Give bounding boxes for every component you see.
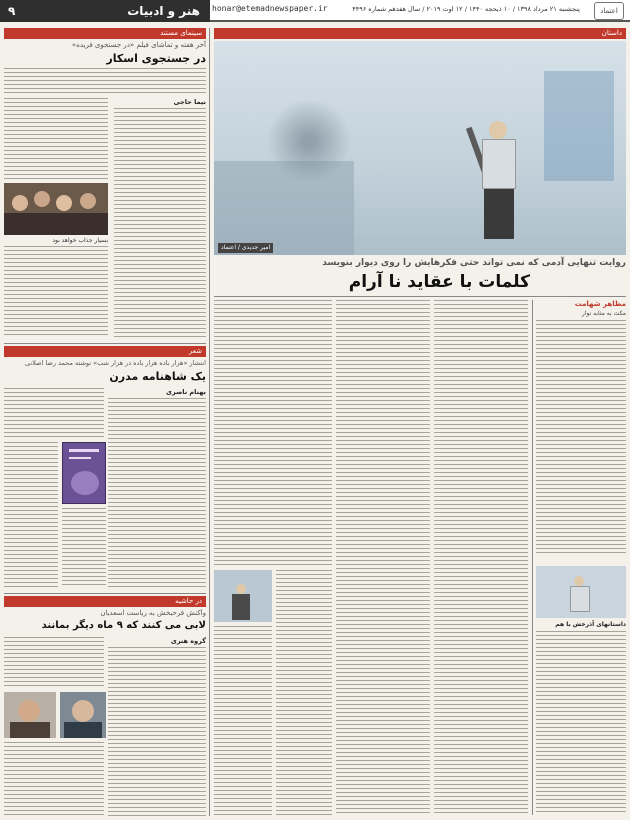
thumb-painter-head [574,576,584,586]
portrait-2-body [10,722,50,738]
main-overline: روایت تنهایی آدمی که نمی تواند حتی فکرهایش را روی دیوار بنویسد [322,258,626,268]
photo-credit: امیر جدیدی / اعتماد [218,243,273,253]
kh-text-col-right [108,647,206,816]
divider [4,343,206,344]
article-col-2 [336,300,430,815]
book-text-col-left-mid [4,442,58,588]
painter-legs [484,189,514,239]
cinema-text-col-right [114,108,206,338]
book-cover [62,442,106,504]
cinema-text-col-left-top [4,98,108,180]
kh-kicker: در حاشیه [4,596,206,607]
sidebar-byline: مکث به مثابه نوار [581,310,626,317]
book-headline: یک شاهنامه مدرن [109,370,206,383]
section-header [0,0,210,22]
portrait-2-face [18,700,40,722]
book-overline: انتشار «هزار باده هزار باده در هزار شب» نوشته محمد رضا اصلانی [24,359,206,367]
face-1 [12,195,28,211]
article-col-3-left [214,626,272,815]
cinema-text-intro [4,68,206,94]
small-photo-head [236,584,246,594]
blue-paint-patch [544,71,614,181]
email-link[interactable]: honar@etemadnewspaper.ir [212,4,328,13]
main-headline: کلمات با عقاید نا آرام [348,272,530,292]
book-kicker: شعر [4,346,206,357]
sidebar-text-bottom [536,631,626,815]
portrait-1 [60,692,106,738]
cover-ornament [71,471,99,495]
cinema-text-col-left-bottom [4,246,108,338]
main-photo [214,41,626,255]
book-author: بهنام ناصری [165,388,206,396]
kh-text-col-left-bottom [4,742,104,816]
article-col-3-top [214,300,332,565]
section-title: هنر و ادبیات [127,4,200,18]
sidebar-title: مظاهر شهامت [574,300,626,308]
divider [4,593,206,594]
graffiti [264,101,354,181]
face-2 [34,191,50,207]
article-col-1 [434,300,528,815]
cinema-kicker: سینمای مستند [4,28,206,39]
cinema-overline: آخر هفته و تماشای فیلم «در جستجوی فریده» [71,41,206,49]
thumb-caption: داستانهای آذرخش با هم [555,621,626,628]
book-text-col-right [108,398,206,588]
book-text-under-cover [62,508,106,588]
date-line: پنجشنبه ۲۱ مرداد ۱۳۹۸ / ۱۰ ذیحجه ۱۴۴۰ / ۱۲ اوت ۲۰۱۹ / سال هفدهم شماره ۴۴۹۶ [352,5,580,13]
divider [214,296,626,297]
small-photo [214,570,272,622]
left-column [4,28,206,816]
photo-shadow [4,213,108,235]
thumb-painter-body [570,586,590,612]
kh-overline: واکنش فرحبخش به ریاست اسعدیان [100,609,206,617]
page-number: ۹ [8,4,16,18]
sidebar-thumb [536,566,626,618]
column-divider [209,28,210,816]
cinema-headline: در جستجوی اسکار [106,52,206,65]
painter-jacket [482,139,516,189]
face-4 [80,193,96,209]
small-photo-body [232,594,250,620]
portrait-1-body [64,722,102,738]
cinema-photo [4,183,108,235]
cover-author-bar [69,457,91,459]
portrait-2 [4,692,56,738]
sidebar-text-top [536,320,626,556]
newspaper-logo: اعتماد [594,2,624,20]
painter-head [489,121,507,139]
kh-text-col-left-top [4,637,104,689]
column-divider [532,300,533,815]
cinema-author: نیما حاجی [173,98,206,106]
cover-title-bar [69,449,99,452]
portrait-1-face [72,700,94,722]
main-kicker: داستان [214,28,626,39]
kh-author: گروه هنری [170,637,206,645]
article-col-3-right [276,570,332,815]
kh-headline: لابی می کنند که ۹ ماه دیگر بمانند [41,620,206,631]
masthead [0,0,630,22]
face-3 [56,195,72,211]
book-text-col-left-top [4,388,104,440]
cinema-photo-caption: بسیار جذاب خواهد بود [52,237,108,244]
